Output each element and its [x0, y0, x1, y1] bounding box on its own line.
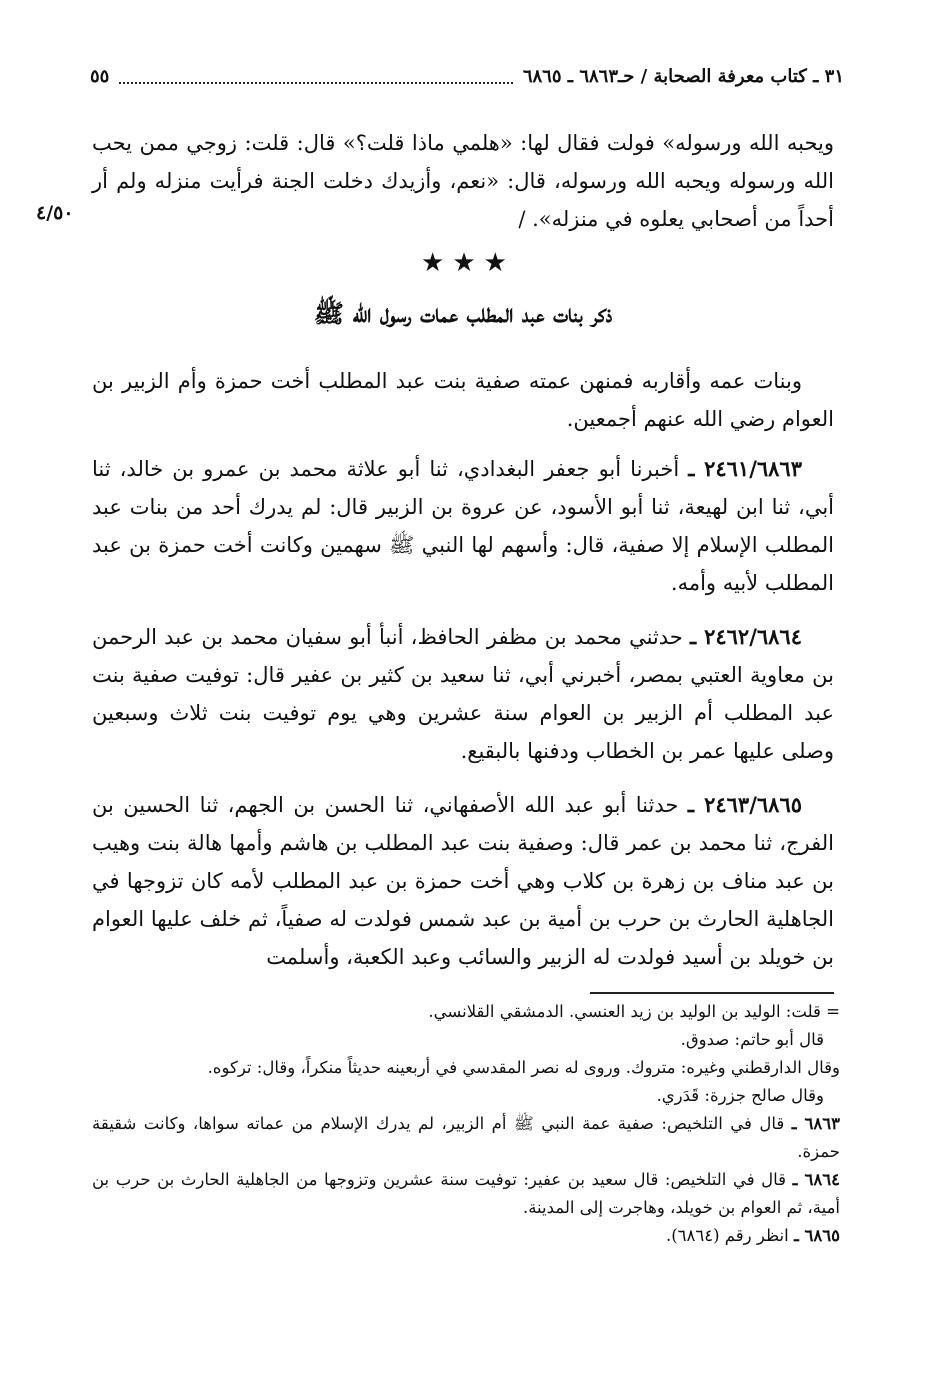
hadith-text: أخبرنا أبو جعفر البغدادي، ثنا أبو علاثة محمد بن عمرو بن خالد، ثنا أبي، ثنا ابن لهيعة، ثنا أبو الأسود، عن عروة بن الزبير قال: لم يدرك أحد من بنات عبد المطلب الإسلام إلا صفية، قال: وأسهم لها النبي ﷺ سهمين وكانت أخت حمزة بن عبد المطلب لأبيه وأمه. — [92, 457, 834, 595]
hadith-number: ٢٤٦٢/٦٨٦٤ ـ — [690, 624, 802, 649]
footnote-separator — [590, 992, 834, 994]
footnote-text: قال في التلخيص: صفية عمة النبي ﷺ أم الزبير، لم يدرك الإسلام من عماته سواها، وكانت شقيقة حمزة. — [92, 1114, 840, 1161]
section-heading: ذكر بنات عبد المطلب عمات رسول الله ﷺ — [313, 299, 613, 328]
hadith-text: حدثنا أبو عبد الله الأصفهاني، ثنا الحسن بن الجهم، ثنا الحسين بن الفرج، ثنا محمد بن عمر قال: وصفية بنت عبد المطلب بن هاشم وأمها هالة بنت وهيب بن عبد مناف بن زهرة بن كلاب وهي أخت حمزة بن عبد المطلب لأمه كان تزوجها في الجاهلية الحارث بن حرب بن أمية بن عبد شمس فولدت له صفياً، ثم خلف عليها العوام بن خويلد بن أسيد فولدت له الزبير والسائب وعبد الكعبة، وأسلمت — [92, 793, 834, 969]
running-header — [90, 58, 844, 94]
footnote-6863 — [92, 1110, 840, 1166]
footnote-continuation-line: وقال الدارقطني وغيره: متروك. وروى له نصر المقدسي في أربعينه حديثاً منكراً، وقال: تركوه. — [207, 1058, 840, 1077]
footnote-text: انظر رقم (٦٨٦٤). — [665, 1226, 789, 1245]
footnote-number: ٦٨٦٣ ـ — [791, 1114, 840, 1133]
footnote-text: قال في التلخيص: قال سعيد بن عفير: توفيت سنة عشرين وتزوجها من الجاهلية الحارث بن حرب بن أمية، ثم العوام بن خويلد، وهاجرت إلى المدينة. — [92, 1170, 840, 1217]
hadith-text: حدثني محمد بن مظفر الحافظ، أنبأ أبو سفيان محمد بن عبد الرحمن بن معاوية العتبي بمصر، أخبرني أبي، ثنا سعيد بن كثير بن عفير قال: توفيت صفية بنت عبد المطلب أم الزبير بن العوام سنة عشرين وهي يوم توفيت بنت ثلاث وسبعين وصلى عليها عمر بن الخطاب ودفنها بالبقيع. — [92, 625, 834, 763]
hadith-number: ٢٤٦٣/٦٨٦٥ ـ — [687, 792, 802, 817]
header-dot-leader — [119, 68, 513, 84]
page-number: ٥٥ — [90, 65, 110, 87]
footnote-continuation-line: قال أبو حاتم: صدوق. — [680, 1030, 824, 1049]
hadith-6864 — [92, 618, 834, 770]
section-intro-paragraph: وبنات عمه وأقاربه فمنهن عمته صفية بنت عبد المطلب أخت حمزة وأم الزبير بن العوام رضي الله عنهم أجمعين. — [92, 369, 834, 431]
footnote-6865 — [92, 1222, 840, 1250]
footnote-number: ٦٨٦٥ ـ — [793, 1226, 840, 1245]
hadith-6865 — [92, 786, 834, 976]
margin-reference: ٤/٥٠ — [36, 202, 74, 224]
footnotes — [92, 998, 840, 1250]
footnote-continuation-line: وقال صالح جزرة: قَدَري. — [656, 1086, 824, 1105]
footnote-continuation-line: = قلت: الوليد بن الوليد بن زيد العنسي. الدمشقي القلانسي. — [428, 1002, 840, 1021]
intro-paragraph: ويحبه الله ورسوله» فولت فقال لها: «هلمي ماذا قلت؟» قال: قلت: زوجي ممن يحب الله ورسوله ويحبه الله ورسوله، قال: «نعم، وأزيدك دخلت الجنة فرأيت منزله ولم أر أحداً من أصحابي يعلوه في منزله». / — [92, 131, 834, 231]
hadith-6863 — [92, 450, 834, 602]
footnote-6864 — [92, 1166, 840, 1222]
section-separator-stars: ★★★ — [421, 248, 515, 278]
hadith-number: ٢٤٦١/٦٨٦٣ ـ — [688, 456, 802, 481]
header-title: ٣١ ـ كتاب معرفة الصحابة / حـ٦٨٦٣ ـ ٦٨٦٥ — [522, 65, 844, 87]
footnote-number: ٦٨٦٤ ـ — [792, 1170, 840, 1189]
